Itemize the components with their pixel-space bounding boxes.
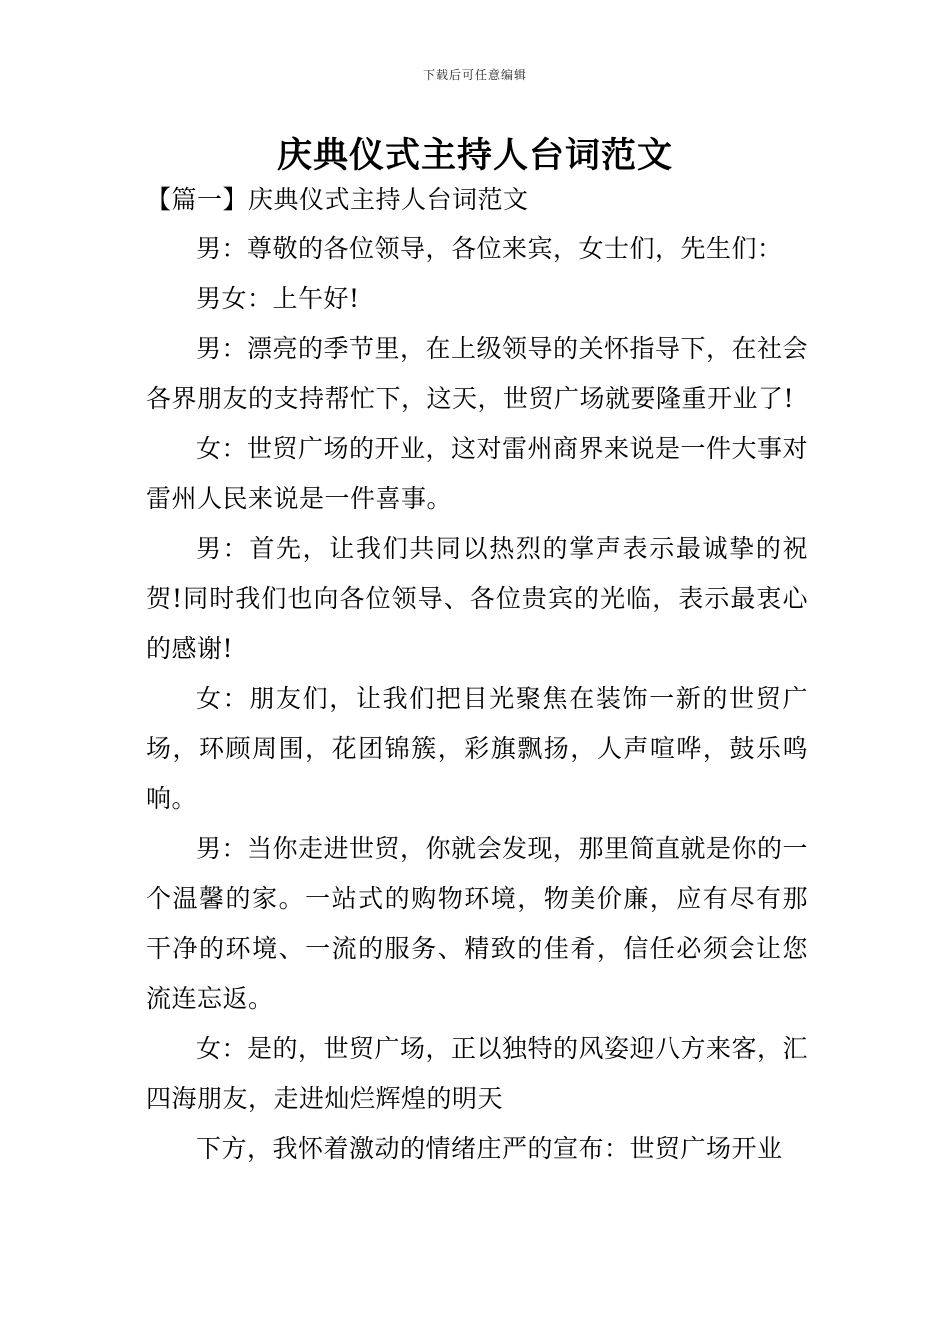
paragraph: 女：是的，世贸广场，正以独特的风姿迎八方来客，汇四海朋友，走进灿烂辉煌的明天 [146, 1034, 809, 1113]
section-heading: 【篇一】庆典仪式主持人台词范文 [146, 185, 529, 214]
paragraph: 男：尊敬的各位领导，各位来宾，女士们，先生们： [196, 234, 783, 263]
paragraph: 男：漂亮的季节里，在上级领导的关怀指导下，在社会各界朋友的支持帮忙下，这天，世贸广场就要隆重开业了! [146, 334, 809, 413]
paragraph: 女：朋友们，让我们把目光聚焦在装饰一新的世贸广场，环顾周围，花团锦簇，彩旗飘扬，人声喧哗，鼓乐鸣响。 [146, 684, 808, 813]
paragraph: 下方，我怀着激动的情绪庄严的宣布：世贸广场开业 [196, 1134, 783, 1163]
document-title: 庆典仪式主持人台词范文 [276, 135, 673, 176]
paragraph: 女：世贸广场的开业，这对雷州商界来说是一件大事对雷州人民来说是一件喜事。 [146, 434, 809, 513]
paragraph: 男女：上午好! [196, 284, 360, 313]
document-body [146, 224, 808, 1174]
paragraph: 男：首先，让我们共同以热烈的掌声表示最诚挚的祝贺!同时我们也向各位领导、各位贵宾的光临，表示最衷心的感谢! [146, 534, 808, 663]
paragraph: 男：当你走进世贸，你就会发现，那里简直就是你的一个温馨的家。一站式的购物环境，物美价廉，应有尽有那干净的环境、一流的服务、精致的佳肴，信任必须会让您流连忘返。 [146, 834, 809, 1013]
header-note: 下载后可任意编辑 [422, 68, 527, 82]
